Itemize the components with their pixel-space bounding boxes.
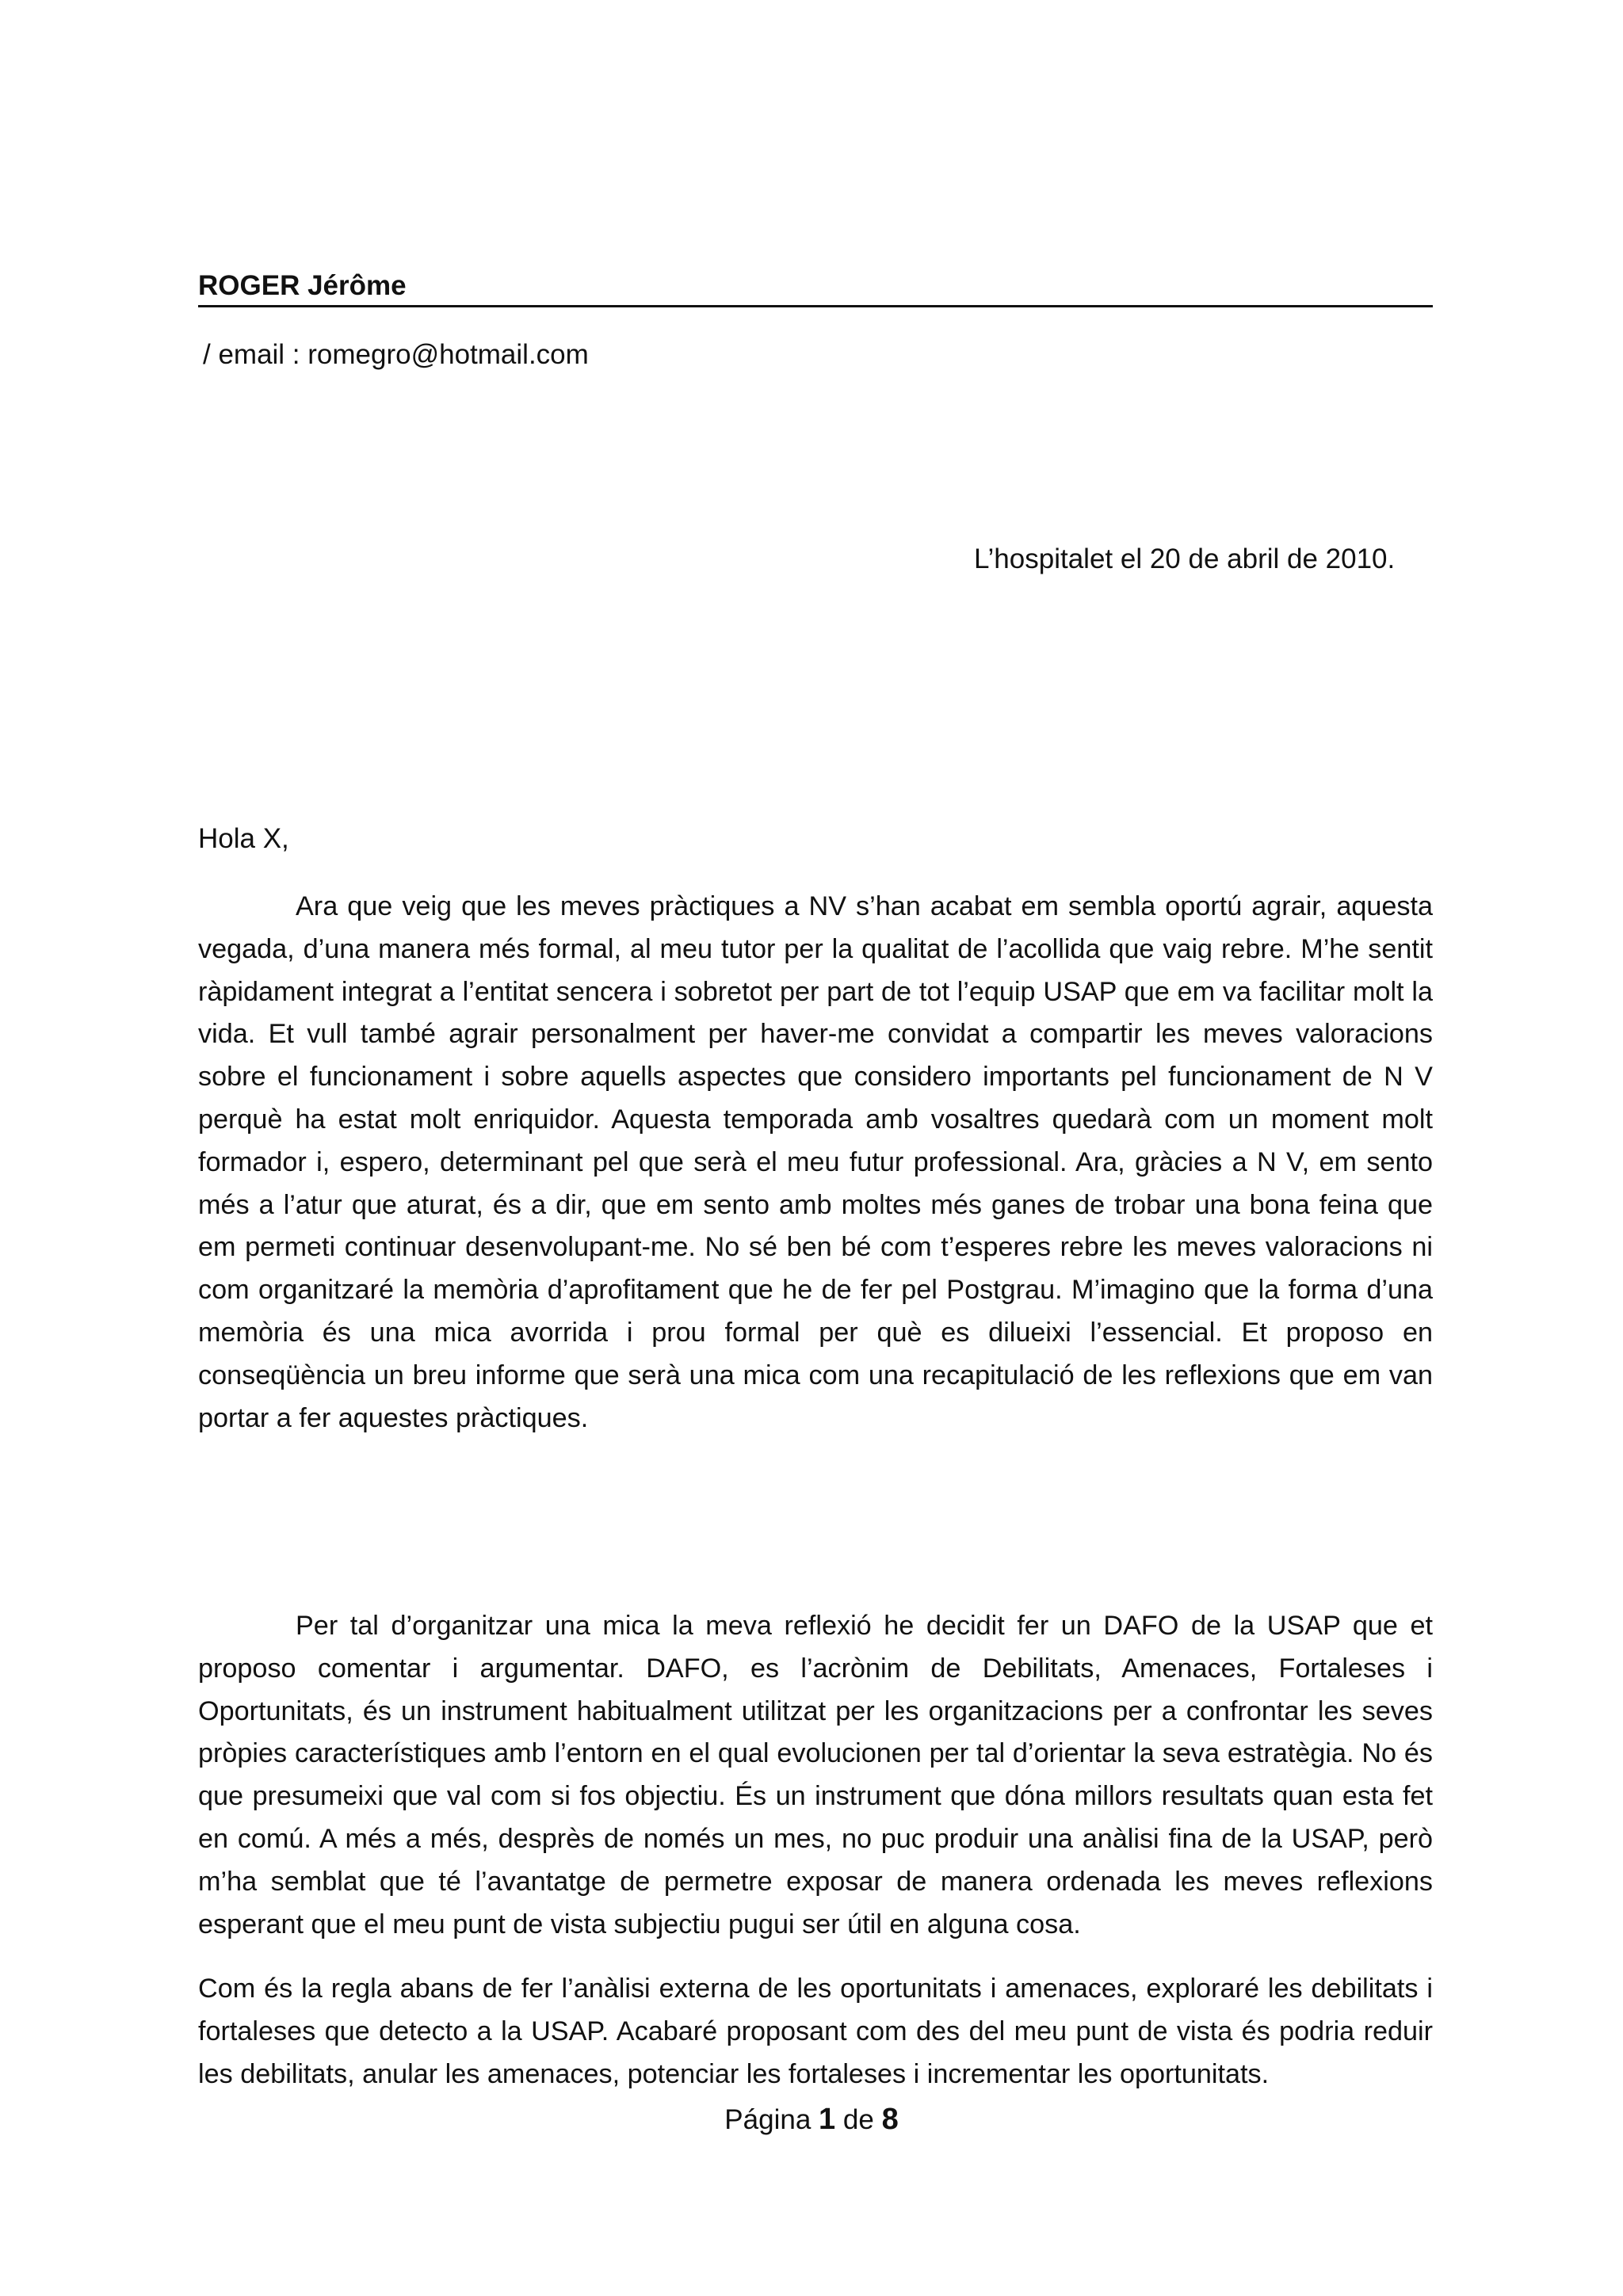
contact-email: / email : romegro@hotmail.com [203, 339, 589, 370]
date-line: L’hospitalet el 20 de abril de 2010. [974, 543, 1396, 574]
of-word: de [842, 2104, 874, 2135]
body-paragraph-2: Per tal d’organitzar una mica la meva reflexió he decidit fer un DAFO de la USAP que et proposo comentar i argumentar. DAFO, es l’acrònim de Debilitats, Amenaces, Fortaleses i Oportunitats, és un instrument habitualment utilitzat per les organitzacions per a confrontar les seves pròpies característiques amb l’entorn en el qual evolucionen per tal d’orientar la seva estratègia. No és que presumeixi que val com si fos objectiu. És un instrument que dóna millors resultats quan esta fet en comú. A més a més, desprès de només un mes, no puc produir una anàlisi fina de la USAP, però m’ha semblat que té l’avantatge de permetre exposar de manera ordenada les meves reflexions esperant que el meu punt de vista subjectiu pugui ser útil en alguna cosa. [198, 1611, 1433, 1939]
body-paragraph-3: Com és la regla abans de fer l’anàlisi externa de les oportunitats i amenaces, exploraré les debilitats i fortaleses que detecto a la USAP. Acabaré proposant com des del meu punt de vista és podria reduir les debilitats, anular les amenaces, potenciar les fortaleses i incrementar les oportunitats. [198, 1974, 1433, 2089]
header-divider [198, 305, 1433, 307]
page-total: 8 [881, 2103, 899, 2136]
page-footer [0, 2101, 1623, 2138]
page-number: 1 [819, 2103, 836, 2136]
page-word: Página [724, 2104, 812, 2135]
author-name: ROGER Jérôme [198, 270, 407, 301]
greeting: Hola X, [198, 823, 289, 854]
body-paragraph-1: Ara que veig que les meves pràctiques a NV s’han acabat em sembla oportú agrair, aquesta vegada, d’una manera més formal, al meu tutor per la qualitat de l’acollida que vaig rebre. M’he sentit ràpidament integrat a l’entitat sencera i sobretot per part de tot l’equip USAP que em va facilitar molt la vida. Et vull també agrair personalment per haver-me convidat a compartir les meves valoracions sobre el funcionament i sobre aquells aspectes que considero importants pel funcionament de N V perquè ha estat molt enriquidor. Aquesta temporada amb vosaltres quedarà com un moment molt formador i, espero, determinant pel que serà el meu futur professional. Ara, gràcies a N V, em sento més a l’atur que aturat, és a dir, que em sento amb moltes més ganes de trobar una bona feina que em permeti continuar desenvolupant-me. No sé ben bé com t’esperes rebre les meves valoracions ni com organitzaré la memòria d’aprofitament que he de fer pel Postgrau. M’imagino que la forma d’una memòria és una mica avorrida i prou formal per què es dilueixi l’essencial. Et proposo en conseqüència un breu informe que serà una mica com una recapitulació de les reflexions que em van portar a fer aquestes pràctiques. [198, 891, 1433, 1433]
